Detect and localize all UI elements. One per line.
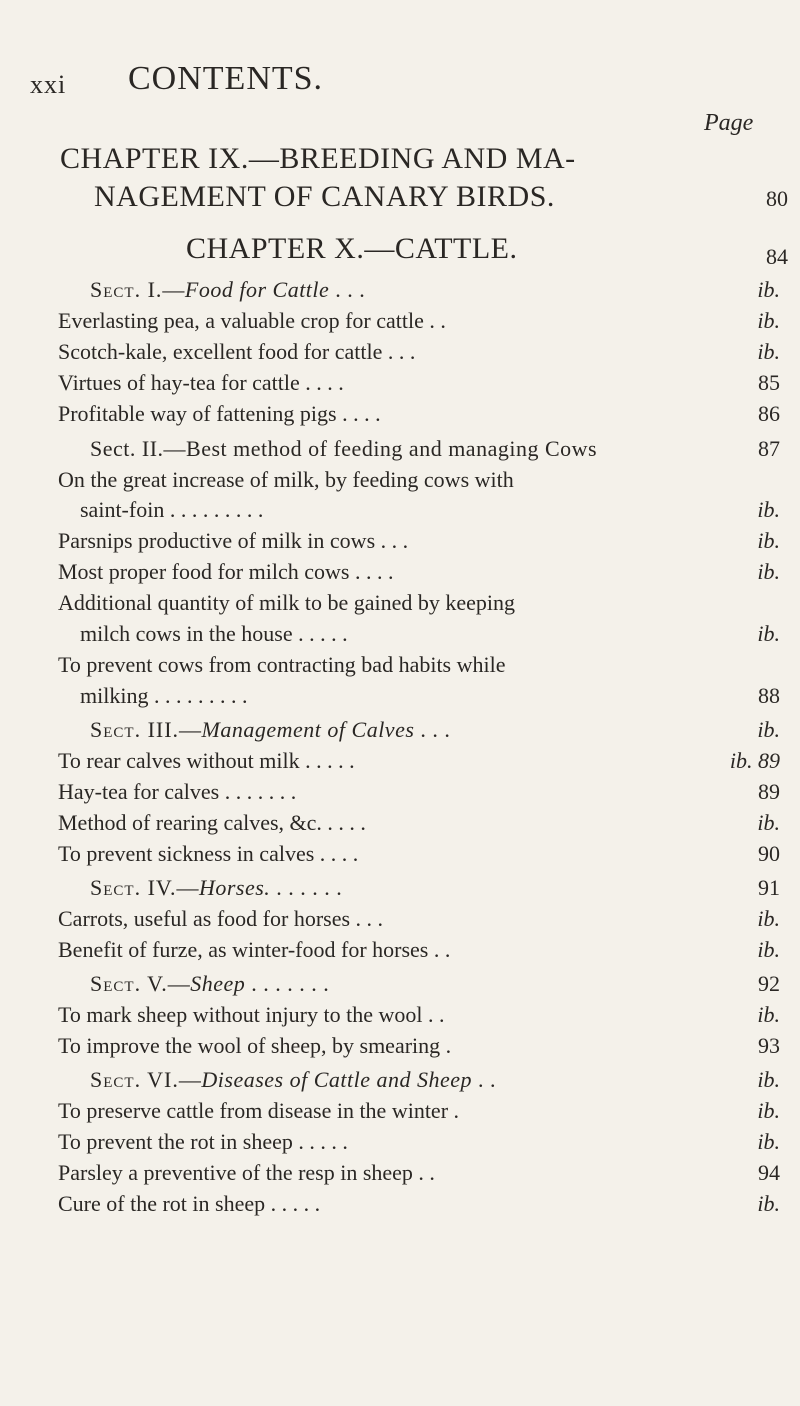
contents-entry: Hay-tea for calves . . . . . . .: [58, 779, 297, 804]
contents-entry: To mark sheep without injury to the wool . .: [58, 1002, 445, 1027]
entry-page: ib.: [757, 621, 780, 646]
contents-entry: milking . . . . . . . . .: [80, 683, 248, 708]
entry-page: 85: [758, 370, 780, 395]
entry-page: ib.: [757, 308, 780, 333]
chapter-9-heading: [60, 140, 760, 216]
contents-entry: To prevent cows from contracting bad habits while: [58, 652, 506, 677]
entry-page: ib.: [757, 1098, 780, 1123]
contents-entry: To rear calves without milk . . . . .: [58, 748, 355, 773]
entry-page: ib.: [757, 277, 780, 302]
entry-page: 90: [758, 841, 780, 866]
contents-entry: Virtues of hay-tea for cattle . . . .: [58, 370, 344, 395]
contents-entry: Benefit of furze, as winter-food for horses . .: [58, 937, 451, 962]
contents-entry: Everlasting pea, a valuable crop for cattle . .: [58, 308, 446, 333]
entry-page: 93: [758, 1033, 780, 1058]
page-folio: xxi: [30, 70, 67, 99]
contents-entry: Sect. III.—Management of Calves . . .: [90, 717, 451, 742]
entry-page: 94: [758, 1160, 780, 1185]
entry-page: ib.: [757, 559, 780, 584]
entry-page: ib.: [757, 339, 780, 364]
entry-page: ib.: [757, 906, 780, 931]
contents-entry: Parsley a preventive of the resp in sheep . .: [58, 1160, 435, 1185]
chapter-10-heading: [186, 230, 518, 268]
entry-page: ib.: [757, 1002, 780, 1027]
entry-page: ib.: [757, 1129, 780, 1154]
contents-entry: Carrots, useful as food for horses . . .: [58, 906, 384, 931]
entry-page: ib.: [757, 1191, 780, 1216]
contents-entry: Method of rearing calves, &c. . . . .: [58, 810, 366, 835]
contents-entry: Additional quantity of milk to be gained by keeping: [58, 590, 516, 615]
chapter-9-title-line2: NAGEMENT OF CANARY BIRDS.: [94, 180, 555, 213]
entry-page: ib.: [757, 1067, 780, 1092]
contents-entry: Profitable way of fattening pigs . . . .: [58, 401, 381, 426]
contents-entry: To prevent sickness in calves . . . .: [58, 841, 359, 866]
chapter-9-title-line1: CHAPTER IX.—BREEDING AND MA-: [60, 142, 576, 175]
entry-page: ib.: [757, 528, 780, 553]
entry-page: ib.: [757, 717, 780, 742]
entry-page: 88: [758, 683, 780, 708]
entry-page: ib.: [757, 937, 780, 962]
page-column-label: Page: [704, 110, 754, 136]
chapter-10-page: 84: [766, 244, 788, 269]
entry-page: 92: [758, 971, 780, 996]
contents-entry: saint-foin . . . . . . . . .: [80, 497, 264, 522]
entry-page: 86: [758, 401, 780, 426]
contents-entry: On the great increase of milk, by feeding cows with: [58, 467, 514, 492]
contents-entry: Cure of the rot in sheep . . . . .: [58, 1191, 321, 1216]
entry-page: ib.: [757, 497, 780, 522]
entry-page: ib. 89: [729, 748, 780, 773]
contents-entry: To prevent the rot in sheep . . . . .: [58, 1129, 348, 1154]
entry-page: 91: [758, 875, 780, 900]
chapter-9-page: 80: [766, 186, 788, 211]
contents-entry: Most proper food for milch cows . . . .: [58, 559, 394, 584]
chapter-10-title: CHAPTER X.—CATTLE.: [186, 232, 518, 265]
entry-page: 87: [758, 436, 780, 461]
contents-entry: Sect. I.—Food for Cattle . . .: [90, 277, 366, 302]
entry-page: ib.: [757, 810, 780, 835]
contents-entry: milch cows in the house . . . . .: [80, 621, 348, 646]
contents-entry: Parsnips productive of milk in cows . . .: [58, 528, 409, 553]
contents-entry: To preserve cattle from disease in the winter .: [58, 1098, 460, 1123]
entry-page: 89: [758, 779, 780, 804]
contents-entry: Sect. IV.—Horses. . . . . . .: [90, 875, 343, 900]
contents-entry: Sect. II.—Best method of feeding and managing Cows: [90, 436, 598, 461]
contents-entry: Scotch-kale, excellent food for cattle . . .: [58, 339, 416, 364]
contents-entry: To improve the wool of sheep, by smearing .: [58, 1033, 452, 1058]
contents-entry: Sect. VI.—Diseases of Cattle and Sheep . .: [90, 1067, 497, 1092]
contents-entry: Sect. V.—Sheep . . . . . . .: [90, 971, 330, 996]
running-title: CONTENTS.: [128, 60, 324, 97]
